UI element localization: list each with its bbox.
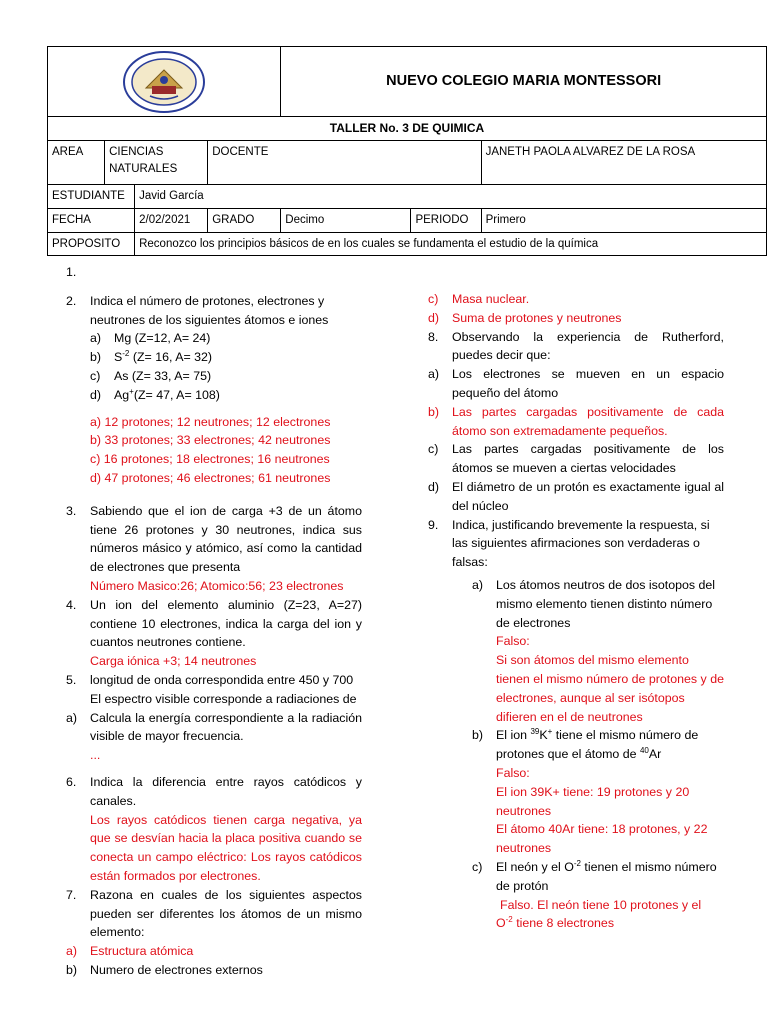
question-5 xyxy=(66,671,362,709)
answer-3: Número Masico:26; Atomico:56; 23 electrones xyxy=(90,578,344,593)
q7-text: Razona en cuales de los siguientes aspectos pueden ser diferentes los átomos de un mismo elemento: xyxy=(90,887,362,940)
q2-a-text: Mg (Z=12, A= 24) xyxy=(114,331,211,346)
period-value: Primero xyxy=(481,209,766,233)
q2-option-d xyxy=(66,386,362,405)
answer-9c-1: Falso. El neón tiene 10 protones y el xyxy=(500,897,702,912)
grade-value: Decimo xyxy=(281,209,411,233)
q8-d-text: El diámetro de un protón es exactamente igual al del núcleo xyxy=(452,479,724,513)
school-name: NUEVO COLEGIO MARIA MONTESSORI xyxy=(281,47,767,117)
purpose-label: PROPOSITO xyxy=(48,232,135,256)
q9-b-symbol-k: K xyxy=(539,728,548,743)
q8-text: Observando la experiencia de Rutherford, puedes decir que: xyxy=(452,329,724,363)
logo-cell xyxy=(48,47,281,117)
q7-option-b xyxy=(66,961,362,980)
question-3 xyxy=(66,502,362,577)
answer-2a: a) 12 protones; 12 neutrones; 12 electrones xyxy=(90,414,331,429)
q7-b-text: Numero de electrones externos xyxy=(90,962,263,977)
teacher-value: JANETH PAOLA ALVAREZ DE LA ROSA xyxy=(481,141,766,185)
q8-option-c xyxy=(428,440,724,478)
q9-b-text xyxy=(496,726,724,764)
question-4 xyxy=(66,596,362,652)
q8-option-a xyxy=(428,365,724,403)
q4-text: Un ion del elemento aluminio (Z=23, A=27) contiene 10 electrones, indica la carga del ion y cuantos neutrones contiene. xyxy=(90,597,362,650)
q7-a-text: Estructura atómica xyxy=(90,944,194,959)
q2-b-charge: -2 xyxy=(122,349,130,359)
q5-a-label: a) xyxy=(66,710,78,725)
answer-2c: c) 16 protones; 18 electrones; 16 neutrones xyxy=(90,452,330,467)
q9-b-part1: El ion xyxy=(496,728,531,743)
q9-b-part3: tiene el mismo número de protones que el átomo de xyxy=(496,728,699,762)
answer-2b: b) 33 protones; 33 electrones; 42 neutrones xyxy=(90,433,331,448)
q9-number: 9. xyxy=(428,517,439,532)
q2-d-symbol: Ag xyxy=(114,387,130,402)
q9-c-text xyxy=(496,858,724,896)
q8-c-text: Las partes cargadas positivamente de los átomos se mueven a ciertas velocidades xyxy=(452,442,724,476)
q2-b-symbol: S xyxy=(114,350,123,365)
q9-c-label: c) xyxy=(472,859,483,874)
q9-b-charge-k: + xyxy=(547,727,553,737)
question-9 xyxy=(428,516,724,572)
q7-option-d xyxy=(428,309,724,328)
q9-c-part2: tienen el mismo número de protón xyxy=(496,859,717,893)
q9-b-mass-k: 39 xyxy=(530,727,540,737)
question-7 xyxy=(66,886,362,942)
question-2 xyxy=(66,292,362,330)
q2-d-charge: + xyxy=(129,386,134,396)
date-label: FECHA xyxy=(48,209,135,233)
q8-b-text: Las partes cargadas positivamente de cada átomo son extremadamente pequeños. xyxy=(452,404,724,438)
q1-number: 1. xyxy=(66,265,77,279)
q8-a-label: a) xyxy=(428,367,440,382)
student-value: Javid García xyxy=(135,185,767,209)
left-column xyxy=(66,263,362,980)
q9-a-label: a) xyxy=(472,577,484,592)
q7-option-c xyxy=(428,290,724,309)
q7-c-text: Masa nuclear. xyxy=(452,292,530,306)
q9-option-a xyxy=(428,576,724,632)
q8-option-b xyxy=(428,403,724,441)
q9-b-mass-ar: 40 xyxy=(639,746,649,755)
q9-option-c xyxy=(428,858,724,896)
right-column xyxy=(428,290,724,933)
q6-number: 6. xyxy=(66,774,77,789)
q2-number: 2. xyxy=(66,293,77,308)
answer-9c-symbol: O xyxy=(496,916,506,931)
q5-option-a xyxy=(66,709,362,747)
q9-a-text: Los átomos neutros de dos isotopos del mismo elemento tienen distinto número de electrones xyxy=(496,577,716,630)
q8-c-label: c) xyxy=(428,442,439,457)
q8-a-text: Los electrones se mueven en un espacio pequeño del átomo xyxy=(452,367,724,400)
q9-option-b xyxy=(428,726,724,764)
q2-b-values: (Z= 16, A= 32) xyxy=(129,350,213,365)
answer-2d: d) 47 protones; 46 electrones; 61 neutrones xyxy=(90,470,331,485)
q7-option-a xyxy=(66,942,362,961)
answer-4: Carga iónica +3; 14 neutrones xyxy=(90,654,257,669)
answer-9c-rest: tiene 8 electrones xyxy=(512,916,615,931)
q9-c-part1: El neón y el O xyxy=(496,859,574,874)
q9-text: Indica, justificando brevemente la respuesta, si las siguientes afirmaciones son verdaderas o falsas: xyxy=(452,517,710,570)
q7-d-text: Suma de protones y neutrones xyxy=(452,310,622,325)
q2-d-label: d) xyxy=(90,387,102,402)
q5-text: longitud de onda correspondida entre 450 y 700 El espectro visible corresponde a radiaciones de xyxy=(90,672,357,706)
period-label: PERIODO xyxy=(411,209,481,233)
q6-text: Indica la diferencia entre rayos catódicos y canales. xyxy=(90,774,362,808)
q9-b-label: b) xyxy=(472,728,484,743)
answer-9c-2 xyxy=(428,914,724,933)
q7-c-label: c) xyxy=(428,292,439,306)
date-value: 2/02/2021 xyxy=(135,209,208,233)
answer-9b-2: El átomo 40Ar tiene: 18 protones, y 22 neutrones xyxy=(496,822,708,856)
q5-a-text: Calcula la energía correspondiente a la radiación visible de mayor frecuencia. xyxy=(90,710,362,744)
q8-option-d xyxy=(428,478,724,516)
answer-9a: Si son átomos del mismo elemento tienen el mismo número de protones y de electrones, aunque al ser isótopos difieren en el de neutrones xyxy=(496,653,724,724)
q9-c-charge: -2 xyxy=(573,858,581,868)
area-label: AREA xyxy=(48,141,105,185)
q8-d-label: d) xyxy=(428,479,440,494)
q2-b-label: b) xyxy=(90,350,102,365)
workshop-title: TALLER No. 3 DE QUIMICA xyxy=(48,117,767,141)
q8-b-label: b) xyxy=(428,404,440,419)
q8-number: 8. xyxy=(428,329,439,344)
q7-b-label: b) xyxy=(66,962,78,977)
q2-option-a xyxy=(66,329,362,348)
q2-d-values: (Z= 47, A= 108) xyxy=(133,387,220,402)
q7-a-label: a) xyxy=(66,944,78,959)
q2-option-c xyxy=(66,367,362,386)
question-8 xyxy=(428,328,724,366)
q2-d-text xyxy=(114,386,220,405)
student-label: ESTUDIANTE xyxy=(48,185,135,209)
q2-b-text xyxy=(114,348,212,367)
question-1 xyxy=(66,263,362,282)
grade-label: GRADO xyxy=(208,209,281,233)
area-value: CIENCIAS NATURALES xyxy=(105,141,208,185)
q2-c-text: As (Z= 33, A= 75) xyxy=(114,368,212,383)
q3-number: 3. xyxy=(66,503,77,518)
q2-a-label: a) xyxy=(90,331,102,346)
answer-6: Los rayos catódicos tienen carga negativa, ya que se desvían hacia la placa positiva cuando se conecta un campo eléctrico: Los rayos catódicos están formados por electrones. xyxy=(90,812,362,883)
q3-text: Sabiendo que el ion de carga +3 de un átomo tiene 26 protones y 30 neutrones, indica sus números másico y atómico, así como la cantidad de electrones que presenta xyxy=(90,503,362,575)
q7-number: 7. xyxy=(66,887,77,902)
header-table xyxy=(47,46,767,256)
question-6 xyxy=(66,773,362,811)
q2-text: Indica el número de protones, electrones y neutrones de los siguientes átomos e iones xyxy=(90,293,329,327)
answer-9b-1: El ion 39K+ tiene: 19 protones y 20 neutrones xyxy=(496,784,690,818)
q2-c-label: c) xyxy=(90,368,101,383)
q9-b-symbol-ar: Ar xyxy=(648,747,662,762)
q4-number: 4. xyxy=(66,597,77,612)
q5-number: 5. xyxy=(66,672,77,687)
school-logo-icon xyxy=(122,50,206,114)
answer-5: ... xyxy=(90,748,101,763)
purpose-value: Reconozco los principios básicos de en los cuales se fundamenta el estudio de la química xyxy=(135,232,767,256)
q7-d-label: d) xyxy=(428,310,440,325)
answer-9a-head: Falso: xyxy=(496,634,530,649)
teacher-label: DOCENTE xyxy=(208,141,481,185)
answer-9b-head: Falso: xyxy=(496,765,530,780)
q2-option-b xyxy=(66,348,362,367)
answer-9c-charge: -2 xyxy=(505,915,513,925)
